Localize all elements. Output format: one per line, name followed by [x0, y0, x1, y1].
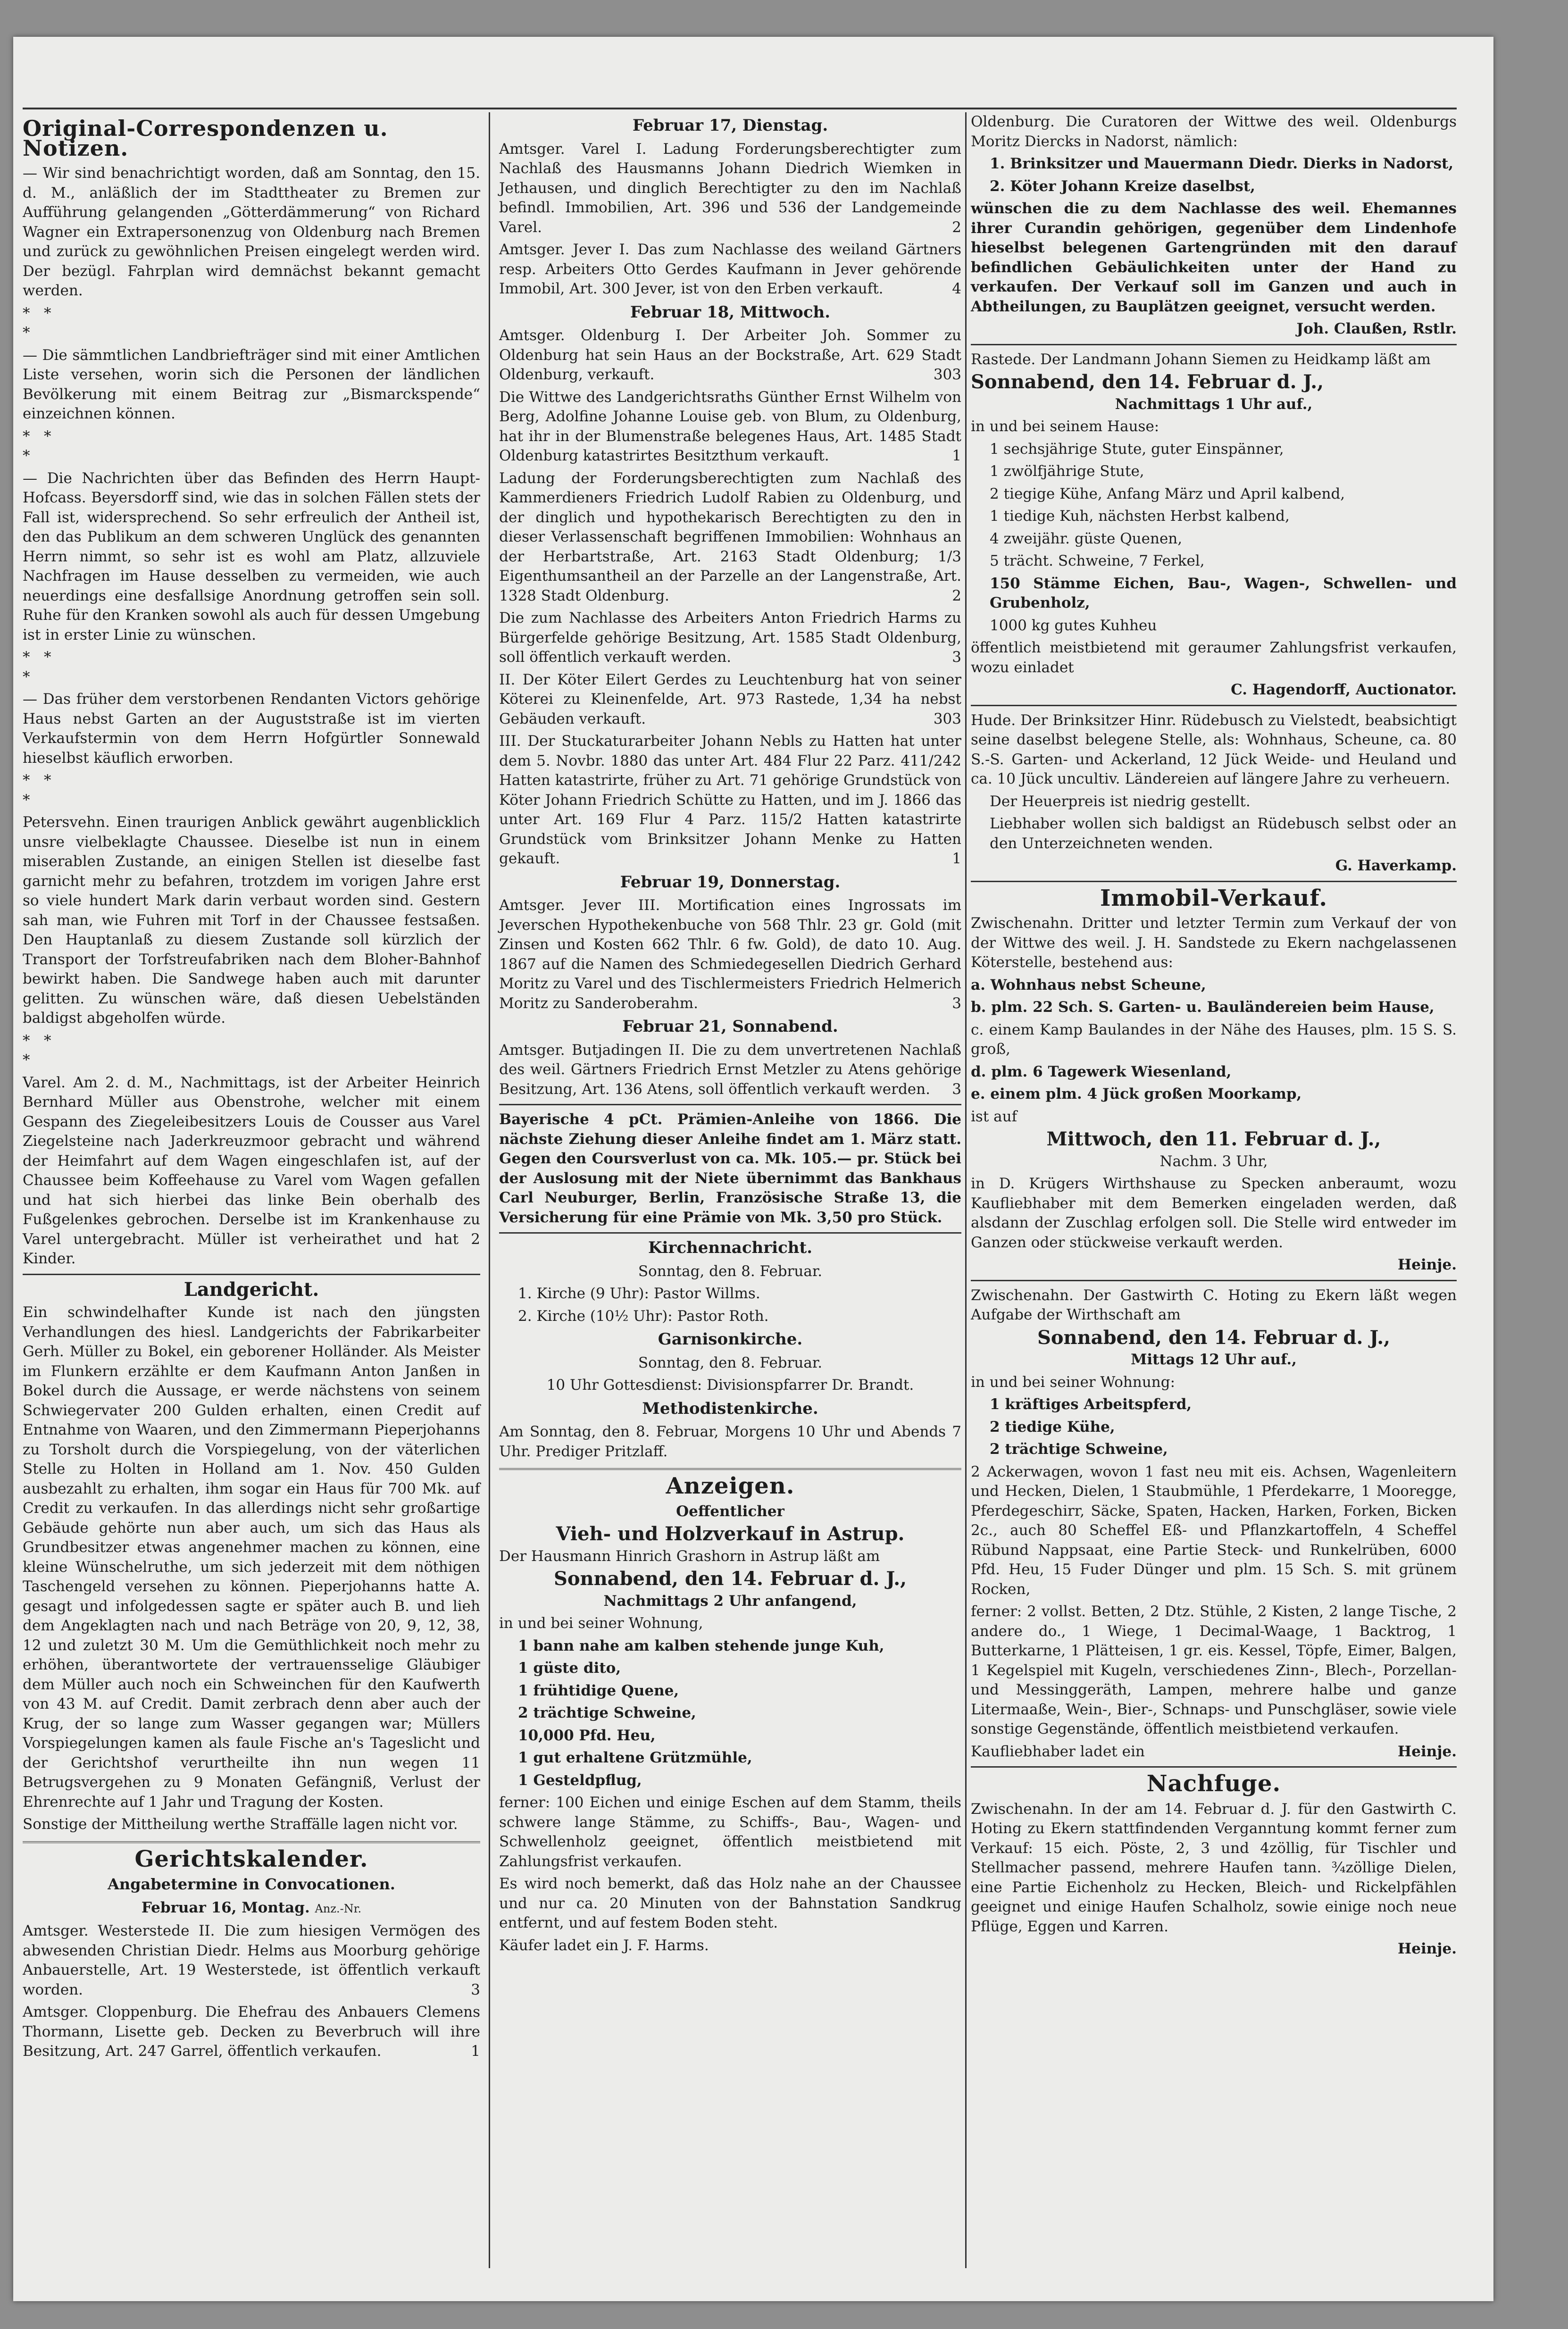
article: Petersvehn. Einen traurigen Anblick gewährt augenblicklich unsre vielbeklagte Chaussee. Dieselbe ist nun in einem miserablen Zustande, an einigen Stellen ist dieselbe fast garnicht mehr zu befahren, trotzdem im vorigen Jahre erst so viele hundert Mark darin verbaut worden sind. Gestern sah man, wie Fuhren mit Torf in der Chaussee festsaßen. Den Hauptanlaß zu diesem Zustande soll kürzlich der Transport der Torfstreufabriken nach dem Bloher-Bahnhof bewirkt haben. Die Sandwege haben auch mit darunter gelitten. Zu wünschen wäre, daß diesen Uebelständen baldigst abgeholfen würde.	[23, 814, 480, 1027]
article: Ein schwindelhafter Kunde ist nach den jüngsten Verhandlungen des hiesl. Landgerichts der Fabrikarbeiter Gerh. Müller zu Bokel, ein geborener Holländer. Als Meister im Flunkern erzählte er dem Kaufmann Anton Janßen in Bokel durch die Aussage, er werde nächstens von seinem Schwiegervater 200 Gulden erhalten, einen Credit auf Entnahme von Waaren, und den Zimmermann Pieperjohanns zu Torsholt durch die Vorspiegelung, von der väterlichen Stelle zu Holten in Holland am 1. Nov. 450 Gulden ausbezahlt zu erhalten, ihm sogar ein Haus für 700 Mk. auf Credit zu verkaufen. In das allerdings nicht sehr großartige Gebäude gehörte nun aber auch, um sich das Haus als Grundbesitzer etwas angenehmer machen zu können, eine kleine Wünschelruthe, um sich jederzeit mit dem nöthigen Taschengeld versehen zu können. Pieperjohanns hatte A. gesagt und infolgedessen sagte er später auch B. und lieh dem Angeklagten nach und nach Beträge von 20, 9, 12, 38, 12 und zuletzt 30 M. Um die Gemüthlichkeit noch mehr zu erhöhen, überantwortete der vertrauensselige Gläubiger dem Müller auch noch ein Schweinchen für den Kaufwerth von 43 M. auf Credit. Damit zerbrach denn aber auch der Krug, der so lange zum Wasser gegangen war; Müllers Vorspiegelungen kamen als faule Fische an's Tageslicht und der Gerichtshof verurtheilte ihn nun wegen 11 Betrugsvergehen zu 9 Monaten Gefängniß, Verlust der Ehrenrechte auf 1 Jahr und Tragung der Kosten.	[23, 1304, 480, 1811]
ad-item: 1 sechsjährige Stute, guter Einspänner,	[990, 440, 1284, 458]
ad-line: Zwischenahn. Dritter und letzter Termin zum Verkauf der von der Wittwe des weil. J. H. Sandstede zu Ekern nachgelassenen Köterstelle, bestehend aus:	[971, 915, 1457, 971]
notice: Amtsger. Butjadingen II. Die zu dem unvertretenen Nachlaß des weil. Gärtners Friedrich Ernst Metzler zu Atens gehörige Besitzung, Art. 136 Atens, soll öffentlich verkauft werden. 3	[499, 1041, 961, 1098]
ad-signature: G. Haverkamp.	[1335, 857, 1457, 874]
ad-date: Sonnabend, den 14. Februar d. J.,	[971, 371, 1324, 393]
notice: Amtsger. Oldenburg I. Der Arbeiter Joh. Sommer zu Oldenburg hat sein Haus an der Bockstraße, Art. 629 Stadt Oldenburg, verkauft. 303	[499, 327, 961, 383]
ad-signature: Joh. Claußen, Rstlr.	[1296, 320, 1457, 337]
ad-item: 5 trächt. Schweine, 7 Ferkel,	[990, 552, 1205, 569]
ad-time: Nachmittags 2 Uhr anfangend,	[603, 1592, 857, 1610]
section-title: Gerichtskalender.	[134, 1845, 368, 1872]
divider	[971, 344, 1457, 345]
ad-line: Oeffentlicher	[676, 1503, 784, 1520]
ad-line: in und bei seiner Wohnung,	[499, 1615, 703, 1632]
section-title: Original-Correspondenzen u. Notizen.	[23, 116, 388, 161]
ad-line: Zwischenahn. In der am 14. Februar d. J. für den Gastwirth C. Hoting zu Ekern stattfindenden Verganntung kommt ferner zum Verkauf: 15 eich. Pöste, 2, 3 und 4zöllig, für Tischler und Stellmacher passend, mehrere Haufen tann. ¾zöllige Dielen, eine Partie Eichenholz zu Hecken, Bleich- und Rickelpfählen geeignet und einige Haufen Schalholz, sowie einige noch neue Pflüge, Eggen und Karren.	[971, 1800, 1457, 1935]
notice: Die zum Nachlasse des Arbeiters Anton Friedrich Harms zu Bürgerfelde gehörige Besitzung, Art. 1585 Stadt Oldenburg, soll öffentlich verkauft werden. 3	[499, 609, 961, 666]
ad-item: 10,000 Pfd. Heu,	[518, 1727, 656, 1744]
ad-date: Sonnabend, den 14. Februar d. J.,	[553, 1568, 907, 1590]
ad-line: wünschen die zu dem Nachlasse des weil. Ehemannes ihrer Curandin gehörigen, gegenüber dem Lindenhofe hieselbst belegenen Gartengründen mit den darauf befindlichen Gebäulichkeiten unter der Hand zu verkaufen. Der Verkauf soll im Ganzen und auch in Abtheilungen, zu Bauplätzen geeignet, versucht werden.	[971, 200, 1457, 315]
notice: Amtsger. Westerstede II. Die zum hiesigen Vermögen des abwesenden Christian Diedr. Helms aus Moorburg gehörige Anbauerstelle, Art. 19 Westerstede, ist öffentlich verkauft worden. 3	[23, 1922, 480, 1998]
notice: Ladung der Forderungsberechtigten zum Nachlaß des Kammerdieners Friedrich Ludolf Rabien zu Oldenburg, und der dinglich und hypothekarisch Berechtigten zu den in dieser Verlassenschaft begriffenen Immobilien: Wohnhaus an der Herbartstraße, Art. 2163 Stadt Oldenburg; 1/3 Eigenthumsantheil an der Parzelle an der Langenstraße, Art. 1328 Stadt Oldenburg. 2	[499, 469, 961, 604]
column-2	[499, 112, 961, 1958]
separator-stars: * * *	[23, 427, 51, 464]
ad-line: Liebhaber wollen sich baldigst an Rüdebusch selbst oder an den Unterzeichneten wenden.	[990, 815, 1457, 852]
divider	[23, 1841, 480, 1843]
ad-line: 2 Ackerwagen, wovon 1 fast neu mit eis. Achsen, Wagenleitern und Hecken, Dielen, 1 Staubmühle, 1 Pferdekarre, 1 Mooregge, Pferdegeschirr, Säcke, Spaten, Hacken, Harken, Forken, Bicken 2c., auch 80 Scheffel Eß- und Pflanzkartoffeln, 4 Scheffel Rübund Nappsaat, eine Partie Steck- und Runkelrüben, 6000 Pfd. Heu, 15 Fuder Dünger und plm. 15 Sch. S. mit grünem Rocken,	[971, 1463, 1457, 1598]
ad-line: Es wird noch bemerkt, daß das Holz nahe an der Chaussee und nur ca. 20 Minuten von der Bahnstation Sandkrug entfernt, und auf festem Boden steht.	[499, 1875, 961, 1931]
notice: II. Der Köter Eilert Gerdes zu Leuchtenburg hat von seiner Köterei zu Kleinenfelde, Art. 973 Rastede, 1,34 ha nebst Gebäuden verkauft. 303	[499, 671, 961, 727]
church-line: 2. Kirche (10½ Uhr): Pastor Roth.	[518, 1307, 769, 1325]
ad-title: Nachfuge.	[1146, 1770, 1281, 1797]
divider	[971, 1280, 1457, 1281]
ad-line: Oldenburg. Die Curatoren der Wittwe des weil. Oldenburgs Moritz Diercks in Nadorst, nämlich:	[971, 113, 1457, 150]
ad-item: 150 Stämme Eichen, Bau-, Wagen-, Schwellen- und Grubenholz,	[990, 575, 1457, 611]
ad-item: 1. Brinksitzer und Mauermann Diedr. Dierks in Nadorst,	[990, 155, 1454, 172]
ad-line: Hude. Der Brinksitzer Hinr. Rüdebusch zu Vielstedt, beabsichtigt seine daselbst belegene Stelle, als: Wohnhaus, Scheune, ca. 80 S.-S. Garten- und Ackerland, 12 Jück Weide- und Heuland und ca. 10 Jück uncultiv. Ländereien auf längere Jahre zu verheuern.	[971, 711, 1457, 787]
ad-bayerische-anleihe: Bayerische 4 pCt. Prämien-Anleihe von 1866. Die nächste Ziehung dieser Anleihe findet am 1. März statt. Gegen den Coursverlust von ca. Mk. 105.— pr. Stück bei der Auslosung mit der Niete übernimmt das Bankhaus Carl Neuburger, Berlin, Französische Straße 13, die Versicherung für eine Prämie von Mk. 3,50 pro Stück.	[499, 1111, 961, 1226]
ad-item: 1 gut erhaltene Grützmühle,	[518, 1749, 752, 1766]
notice: Amtsger. Cloppenburg. Die Ehefrau des Anbauers Clemens Thormann, Lisette geb. Decken zu Beverbruch will ihre Besitzung, Art. 247 Garrel, öffentlich verkaufen. 1	[23, 2003, 480, 2060]
divider	[499, 1232, 961, 1234]
ad-time: Nachm. 3 Uhr,	[1159, 1152, 1268, 1170]
ad-line: ferner: 100 Eichen und einige Eschen auf dem Stamm, theils schwere lange Stämme, zu Schiffs-, Bau-, Wagen- und Schwellenholz geeignet, öffentlich meistbietend mit Zahlungsfrist verkaufen.	[499, 1794, 961, 1870]
ad-signature: Heinje.	[1397, 1940, 1457, 1957]
column-3	[971, 112, 1457, 1962]
ad-item: a. Wohnhaus nebst Scheune,	[971, 976, 1206, 993]
article: — Das früher dem verstorbenen Rendanten Victors gehörige Haus nebst Garten an der Auguststraße ist im vierten Verkaufstermin von dem Herrn Hofgürtler Sonnewald hieselbst käuflich erworben.	[23, 691, 480, 767]
ad-item: e. einem plm. 4 Jück großen Moorkamp,	[971, 1085, 1302, 1102]
ad-item: b. plm. 22 Sch. S. Garten- u. Bauländereien beim Hause,	[971, 999, 1435, 1016]
ad-line: ferner: 2 vollst. Betten, 2 Dtz. Stühle, 2 Kisten, 2 lange Tische, 2 andere do., 1 Wiege, 1 Decimal-Waage, 1 Backtrog, 1 Butterkarne, 1 Plätteisen, 1 gr. eis. Kessel, Töpfe, Eimer, Balgen, 1 Kegelspiel mit Kugeln, verschiedenes Zinn-, Blech-, Porzellan- und Messinggeräth, Lampen, mehrere halbe und ganze Litermaaße, Wein-, Bier-, Schnaps- und Punschgläser, sowie viele sonstige Gegenstände, öffentlich meistbietend verkaufen.	[971, 1603, 1457, 1737]
notice: III. Der Stuckaturarbeiter Johann Nebls zu Hatten hat unter dem 5. Novbr. 1880 das unter Art. 484 Flur 22 Parz. 411/242 Hatten katastrirte, früher zu Art. 71 gehörige Grundstück von Köter Johann Friedrich Schütte zu Hatten, und im J. 1866 das unter Art. 169 Flur 4 Parz. 115/2 Hatten katastrirte Grundstück vom Brinksitzer Johann Menke zu Hatten gekauft. 1	[499, 733, 961, 867]
section-heading: Landgericht.	[183, 1278, 319, 1301]
ad-line: Der Heuerpreis ist niedrig gestellt.	[990, 793, 1251, 810]
ads-heading: Anzeigen.	[666, 1473, 795, 1499]
separator-stars: * * *	[23, 304, 51, 341]
ad-item: 2 trächtige Schweine,	[518, 1704, 696, 1721]
ad-line: Rastede. Der Landmann Johann Siemen zu Heidkamp läßt am	[971, 351, 1431, 368]
separator-stars: * * *	[23, 1032, 51, 1069]
ad-signature: Käufer ladet ein J. F. Harms.	[499, 1937, 709, 1954]
divider	[971, 1766, 1457, 1768]
ad-item: 2 trächtige Schweine,	[990, 1441, 1168, 1458]
divider	[499, 1104, 961, 1105]
ad-item: 2. Köter Johann Kreize daselbst,	[990, 177, 1255, 195]
ad-time: Nachmittags 1 Uhr auf.,	[1115, 395, 1313, 413]
ad-time: Mittags 12 Uhr auf.,	[1131, 1351, 1297, 1368]
ad-item: 1000 kg gutes Kuhheu	[990, 617, 1157, 634]
ad-item: 1 kräftiges Arbeitspferd,	[990, 1396, 1192, 1413]
ad-signature: Heinje.	[1397, 1256, 1457, 1273]
church-line: Am Sonntag, den 8. Februar, Morgens 10 Uhr und Abends 7 Uhr. Prediger Pritzlaff.	[499, 1423, 961, 1460]
ad-signature: C. Hagendorff, Auctionator.	[1231, 681, 1457, 698]
church-heading: Garnisonkirche.	[658, 1330, 803, 1349]
date-heading: Februar 18, Mittwoch.	[630, 302, 831, 322]
divider	[971, 705, 1457, 706]
article: Varel. Am 2. d. M., Nachmittags, ist der Arbeiter Heinrich Bernhard Müller aus Obenstrohe, welcher mit einem Gespann des Ziegeleibesitzers Louis de Cousser aus Varel Ziegelsteine nach Jaderkreuzmoor gebracht und während der Heimfahrt auf dem Wagen eingeschlafen ist, auf der Chaussee beim Koffeehause zu Varel vom Wagen gefallen und hat sich hierbei das linke Bein oberhalb des Fußgelenkes gebrochen. Derselbe ist im Krankenhause zu Varel untergebracht. Müller ist verheirathet und hat 2 Kinder.	[23, 1074, 480, 1267]
ad-item: 2 tiegige Kühe, Anfang März und April kalbend,	[990, 485, 1345, 502]
church-line: 10 Uhr Gottesdienst: Divisionspfarrer Dr. Brandt.	[546, 1377, 914, 1394]
ad-item: 1 bann nahe am kalben stehende junge Kuh,	[518, 1637, 884, 1654]
ad-line: in D. Krügers Wirthshause zu Specken anberaumt, wozu Kaufliebhaber mit dem Bemerken eingeladen werden, daß alsdann der Zuschlag erfolgen soll. Die Stelle wird entweder im Ganzen oder stückweise verkauft werden.	[971, 1175, 1457, 1251]
ad-item: c. einem Kamp Baulandes in der Nähe des Hauses, plm. 15 S. S. groß,	[971, 1021, 1457, 1058]
article: Sonstige der Mittheilung werthe Straffälle lagen nicht vor.	[23, 1816, 458, 1833]
ad-line: in und bei seiner Wohnung:	[971, 1373, 1176, 1391]
ad-item: d. plm. 6 Tagewerk Wiesenland,	[971, 1063, 1232, 1080]
notice: Amtsger. Jever I. Das zum Nachlasse des weiland Gärtners resp. Arbeiters Otto Gerdes Kaufmann in Jever gehörende Immobil, Art. 300 Jever, ist von den Erben verkauft. 4	[499, 241, 961, 297]
divider	[23, 1274, 480, 1275]
ad-line: Kaufliebhaber ladet ein Heinje.	[971, 1743, 1457, 1760]
church-line: Sonntag, den 8. Februar.	[638, 1354, 823, 1371]
column-rule	[965, 112, 967, 2268]
article: — Die Nachrichten über das Befinden des Herrn Haupt-Hofcass. Beyersdorff sind, wie das in solchen Fällen stets der Fall ist, widersprechend. So sehr erfreulich der Antheil ist, den das Publikum an dem schweren Unglück des genannten Herrn nimmt, so sehr ist es wohl am Platz, allzuviele Nachfragen im Hause desselben zu vermeiden, wie auch neuerdings eine desfallsige Anordnung getroffen sein soll. Ruhe für den Kranken sowohl als auch für dessen Umgebung ist in erster Linie zu wünschen.	[23, 469, 480, 643]
article: — Wir sind benachrichtigt worden, daß am Sonntag, den 15. d. M., anläßlich der im Stadttheater zu Bremen zur Aufführung gelangenden „Götterdämmerung“ von Richard Wagner ein Extrapersonenzug von Oldenburg nach Bremen und zurück zu gewöhnlichen Preisen eingelegt werden wird. Der bezügl. Fahrplan wird demnächst bekannt gemacht werden.	[23, 165, 480, 299]
newspaper-page	[13, 37, 1493, 2301]
ad-line: öffentlich meistbietend mit geraumer Zahlungsfrist verkaufen, wozu einladet	[971, 639, 1457, 676]
notice: Amtsger. Varel I. Ladung Forderungsberechtigter zum Nachlaß des Hausmanns Johann Diedrich Wiemken in Jethausen, und dinglich Berechtigter zu den im Nachlaß befindl. Immobilien, Art. 396 und 536 der Landgemeinde Varel. 2	[499, 140, 961, 236]
ad-line: Zwischenahn. Der Gastwirth C. Hoting zu Ekern läßt wegen Aufgabe der Wirthschaft am	[971, 1286, 1457, 1323]
section-subtitle: Angabetermine in Convocationen.	[108, 1875, 395, 1893]
church-line: 1. Kirche (9 Uhr): Pastor Willms.	[518, 1285, 760, 1302]
top-rule	[23, 108, 1457, 109]
ad-title: Immobil-Verkauf.	[1100, 885, 1328, 911]
divider	[499, 1468, 961, 1470]
notice: Amtsger. Jever III. Mortification eines Ingrossats im Jeverschen Hypothekenbuche von 568 Thlr. 23 gr. Gold (mit Zinsen und Kosten 662 Thlr. 6 fw. Gold), de dato 10. Aug. 1867 auf die Namen des Schmiedegesellen Diedrich Gerhard Moritz zu Varel und des Tischlermeisters Friedrich Helmerich Moritz zu Sanderoberahm. 3	[499, 897, 961, 1012]
ad-date: Sonnabend, den 14. Februar d. J.,	[1037, 1326, 1391, 1349]
divider	[971, 881, 1457, 882]
church-heading: Methodistenkirche.	[642, 1399, 818, 1418]
church-line: Sonntag, den 8. Februar.	[638, 1262, 823, 1280]
separator-stars: * * *	[23, 649, 51, 685]
date-heading: Februar 21, Sonnabend.	[622, 1017, 838, 1036]
date-heading: Februar 17, Dienstag.	[632, 116, 828, 135]
article: — Die sämmtlichen Landbriefträger sind mit einer Amtlichen Liste versehen, worin sich die Personen der ländlichen Bevölkerung mit einem Beitrag zur „Bismarckspende“ einzeichnen können.	[23, 346, 480, 422]
ad-title: Vieh- und Holzverkauf in Astrup.	[556, 1523, 905, 1545]
ad-item: 1 tiedige Kuh, nächsten Herbst kalbend,	[990, 508, 1290, 525]
ad-line: ist auf	[971, 1108, 1018, 1125]
ad-item: 2 tiedige Kühe,	[990, 1418, 1115, 1436]
ad-item: 1 güste dito,	[518, 1660, 621, 1677]
ad-item: 1 Gesteldpflug,	[518, 1771, 642, 1789]
notice: Die Wittwe des Landgerichtsraths Günther Ernst Wilhelm von Berg, Adolfine Johanne Louise geb. von Blum, zu Oldenburg, hat ihr in der Blumenstraße belegenes Haus, Art. 1485 Stadt Oldenburg katastrirtes Besitzthum verkauft. 1	[499, 388, 961, 464]
separator-stars: * * *	[23, 772, 51, 809]
ad-item: 1 zwölfjährige Stute,	[990, 463, 1144, 480]
ad-line: in und bei seinem Hause:	[971, 418, 1159, 435]
date-heading: Februar 19, Donnerstag.	[620, 872, 841, 892]
date-heading: Februar 16, Montag. Anz.-Nr.	[141, 1899, 362, 1916]
column-rule	[489, 112, 490, 2268]
ad-line: Der Hausmann Hinrich Grashorn in Astrup läßt am	[499, 1547, 880, 1565]
column-1	[23, 112, 480, 2064]
ad-item: 4 zweijähr. güste Quenen,	[990, 530, 1183, 547]
ad-date: Mittwoch, den 11. Februar d. J.,	[1046, 1128, 1381, 1150]
church-heading: Kirchennachricht.	[648, 1238, 813, 1257]
ad-item: 1 frühtidige Quene,	[518, 1682, 679, 1699]
